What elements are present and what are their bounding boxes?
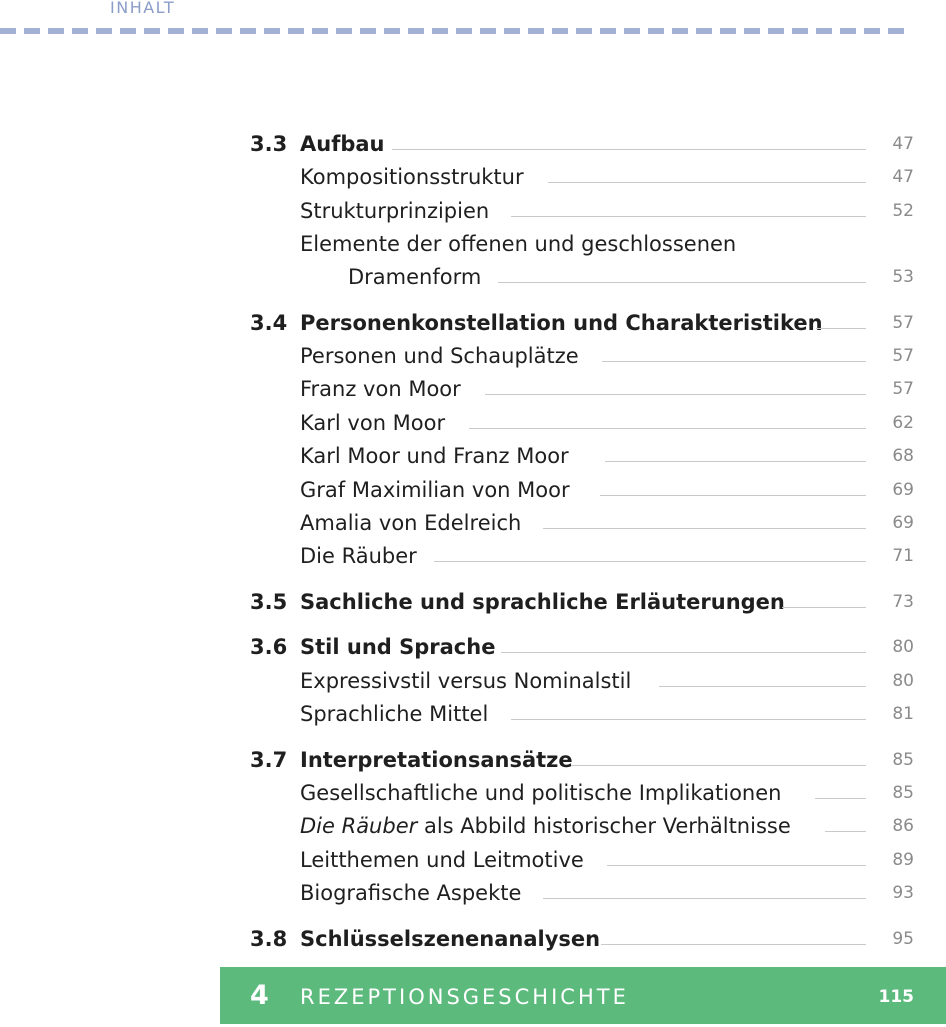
page-number: 69 [892,480,914,500]
section-number: 3.7 [250,748,288,772]
toc-section-3-3[interactable] [0,129,946,159]
toc-item[interactable] [0,541,946,571]
item-title: Leitthemen und Leitmotive [300,848,584,872]
section-title: Sachliche und sprachliche Erläuterungen [300,590,785,614]
section-title: Schlüsselszenenanalysen [300,927,601,951]
dot-leader [816,328,866,329]
toc-item[interactable] [0,162,946,192]
page-number: 73 [892,592,914,612]
dot-leader [659,686,866,687]
toc-section-3-5[interactable] [0,587,946,617]
dot-leader [607,865,866,866]
item-title: Expressivstil versus Nominalstil [300,669,632,693]
item-title: Gesellschaftliche und politische Implikationen [300,781,782,805]
page-number: 71 [892,546,914,566]
toc-item[interactable] [0,441,946,471]
toc-section-3-8[interactable] [0,924,946,954]
dot-leader [600,495,866,496]
running-header-label: INHALT [110,0,176,17]
dot-leader [543,898,866,899]
chapter-page-number: 115 [878,987,914,1007]
chapter-4-bar[interactable] [220,967,946,1024]
toc-item[interactable] [0,508,946,538]
page-number: 47 [892,134,914,154]
section-number: 3.3 [250,132,288,156]
page-number: 93 [892,883,914,903]
toc-item[interactable] [0,778,946,808]
page-number: 95 [892,929,914,949]
dot-leader [782,607,866,608]
dot-leader [392,149,866,150]
dot-leader [815,798,866,799]
page-number: 57 [892,346,914,366]
chapter-title: REZEPTIONSGESCHICHTE [300,985,629,1009]
item-title: Kompositionsstruktur [300,165,524,189]
section-title: Stil und Sprache [300,635,496,659]
item-title: Karl von Moor [300,411,446,435]
toc-item[interactable] [0,408,946,438]
section-number: 3.6 [250,635,288,659]
page-number: 47 [892,167,914,187]
page-number: 69 [892,513,914,533]
toc-section-3-7[interactable] [0,745,946,775]
chapter-number: 4 [250,980,269,1011]
toc-item[interactable] [0,196,946,226]
item-title: Die Räuber [300,544,417,568]
toc-item[interactable] [0,341,946,371]
toc-section-3-4[interactable] [0,308,946,338]
page-number: 52 [892,201,914,221]
section-number: 3.8 [250,927,288,951]
item-title: Franz von Moor [300,377,461,401]
page-number: 57 [892,379,914,399]
toc-item-first-line[interactable] [0,229,946,259]
item-title: Strukturprinzipien [300,199,490,223]
dot-leader [548,182,866,183]
item-title-rest: als Abbild historischer Verhältnisse [423,814,791,838]
toc-item[interactable] [0,845,946,875]
toc-section-3-6[interactable] [0,632,946,662]
dot-leader [543,528,866,529]
section-title: Aufbau [300,132,385,156]
section-number: 3.4 [250,311,288,335]
toc-item[interactable] [0,878,946,908]
item-title: Amalia von Edelreich [300,511,522,535]
item-title: Karl Moor und Franz Moor [300,444,569,468]
page-number: 57 [892,313,914,333]
item-title: Elemente der offenen und geschlossenen [300,232,737,256]
dot-leader [605,461,866,462]
page-number: 53 [892,267,914,287]
page-number: 85 [892,783,914,803]
dot-leader [602,361,866,362]
page-number: 68 [892,446,914,466]
item-title-continuation: Dramenform [348,265,482,289]
toc-item[interactable] [0,374,946,404]
section-title: Interpretationsansätze [300,748,573,772]
item-title: Sprachliche Mittel [300,702,489,726]
page-number: 85 [892,750,914,770]
toc-item[interactable] [0,811,946,841]
toc-item[interactable] [0,666,946,696]
dot-leader [825,831,866,832]
dot-leader [485,394,866,395]
toc-item-continuation[interactable] [0,262,946,292]
dot-leader [511,719,866,720]
item-title: Personen und Schauplätze [300,344,579,368]
page-number: 89 [892,850,914,870]
item-title: Graf Maximilian von Moor [300,478,570,502]
page-number: 80 [892,671,914,691]
section-number: 3.5 [250,590,288,614]
item-title: Biografische Aspekte [300,881,522,905]
section-title: Personenkonstellation und Charakteristiken [300,311,823,335]
toc-item[interactable] [0,475,946,505]
dot-leader [498,282,866,283]
item-title-italic: Die Räuber [300,814,418,838]
dot-leader [469,428,866,429]
page-number: 62 [892,413,914,433]
page-number: 86 [892,816,914,836]
toc-item[interactable] [0,699,946,729]
dot-leader [511,216,866,217]
dot-leader [571,765,866,766]
dot-leader [434,561,866,562]
page-number: 80 [892,637,914,657]
dot-leader [601,944,866,945]
dot-leader [501,652,866,653]
page-number: 81 [892,704,914,724]
item-title [300,811,791,841]
